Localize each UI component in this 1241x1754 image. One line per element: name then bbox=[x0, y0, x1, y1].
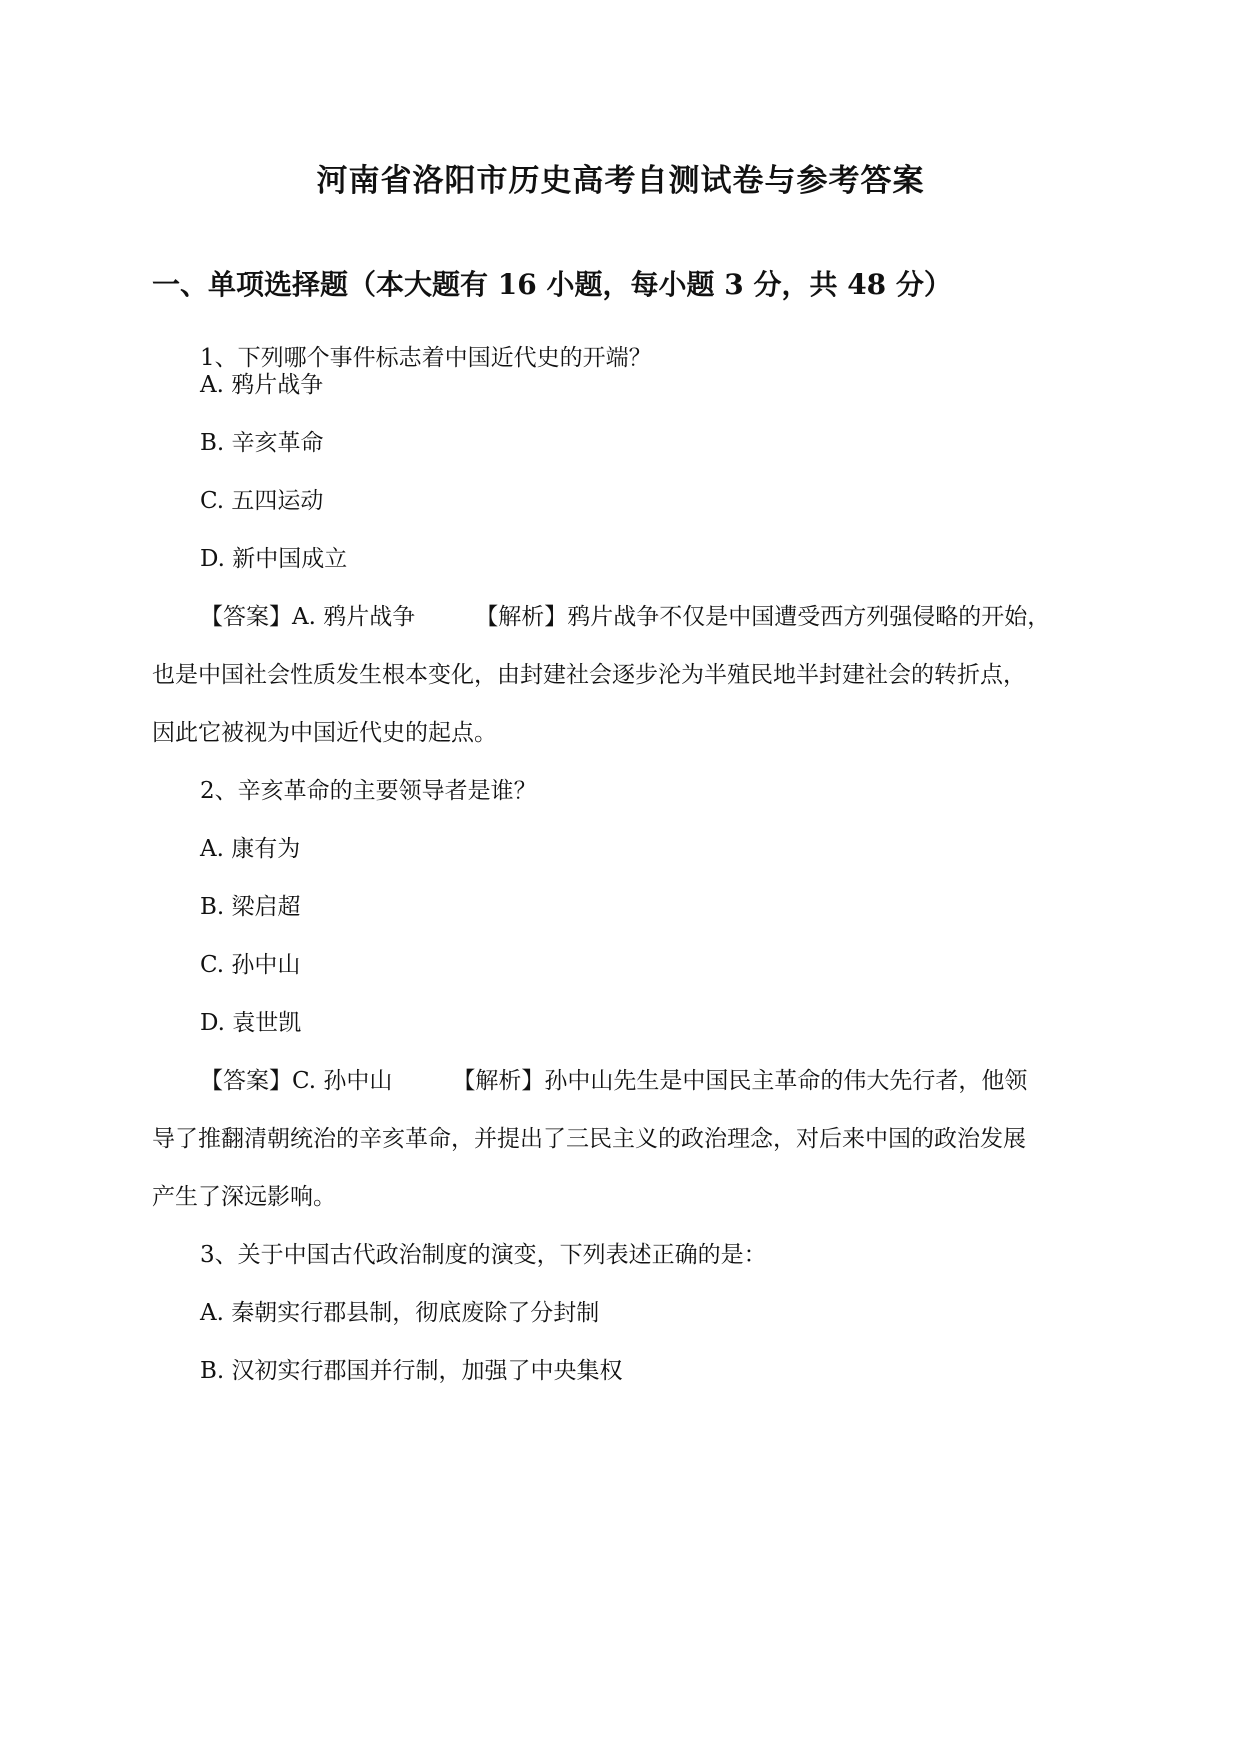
option-a: A. 秦朝实行郡县制，彻底废除了分封制 bbox=[200, 1300, 600, 1326]
option-a: A. 康有为 bbox=[200, 836, 301, 862]
section-heading: 一、单项选择题（本大题有 16 小题，每小题 3 分，共 48 分） bbox=[152, 268, 952, 301]
option-d: D. 新中国成立 bbox=[200, 546, 348, 572]
page-title: 河南省洛阳市历史高考自测试卷与参考答案 bbox=[316, 163, 925, 199]
answer-value: C. 孙中山 bbox=[292, 1068, 393, 1094]
option-d: D. 袁世凯 bbox=[200, 1010, 302, 1036]
analysis-text: 孙中山先生是中国民主革命的伟大先行者，他领 bbox=[544, 1068, 1028, 1094]
answer-tag: 【答案】 bbox=[200, 1068, 292, 1094]
analysis-text: 产生了深远影响。 bbox=[152, 1184, 336, 1210]
option-b: B. 辛亥革命 bbox=[200, 430, 324, 456]
analysis-tag: 【解析】 bbox=[475, 604, 568, 630]
option-c: C. 孙中山 bbox=[200, 952, 301, 978]
analysis-text: 导了推翻清朝统治的辛亥革命，并提出了三民主义的政治理念，对后来中国的政治发展 bbox=[152, 1126, 1026, 1152]
option-b: B. 梁启超 bbox=[200, 894, 301, 920]
question-stem: 2、辛亥革命的主要领导者是谁？ bbox=[200, 778, 537, 804]
option-a: A. 鸦片战争 bbox=[200, 372, 324, 398]
analysis-text: 因此它被视为中国近代史的起点。 bbox=[152, 720, 497, 746]
answer-tag: 【答案】 bbox=[200, 604, 292, 630]
question-stem: 3、关于中国古代政治制度的演变，下列表述正确的是： bbox=[200, 1242, 767, 1268]
analysis-text: 鸦片战争不仅是中国遭受西方列强侵略的开始， bbox=[567, 604, 1051, 630]
analysis-text: 也是中国社会性质发生根本变化，由封建社会逐步沦为半殖民地半封建社会的转折点， bbox=[152, 662, 1026, 688]
analysis-tag: 【解析】 bbox=[452, 1068, 545, 1094]
answer-value: A. 鸦片战争 bbox=[292, 604, 416, 630]
answer-line bbox=[200, 602, 1050, 632]
question-stem: 1、下列哪个事件标志着中国近代史的开端？ bbox=[200, 345, 652, 371]
answer-line bbox=[200, 1066, 1027, 1096]
option-b: B. 汉初实行郡国并行制，加强了中央集权 bbox=[200, 1358, 623, 1384]
option-c: C. 五四运动 bbox=[200, 488, 324, 514]
